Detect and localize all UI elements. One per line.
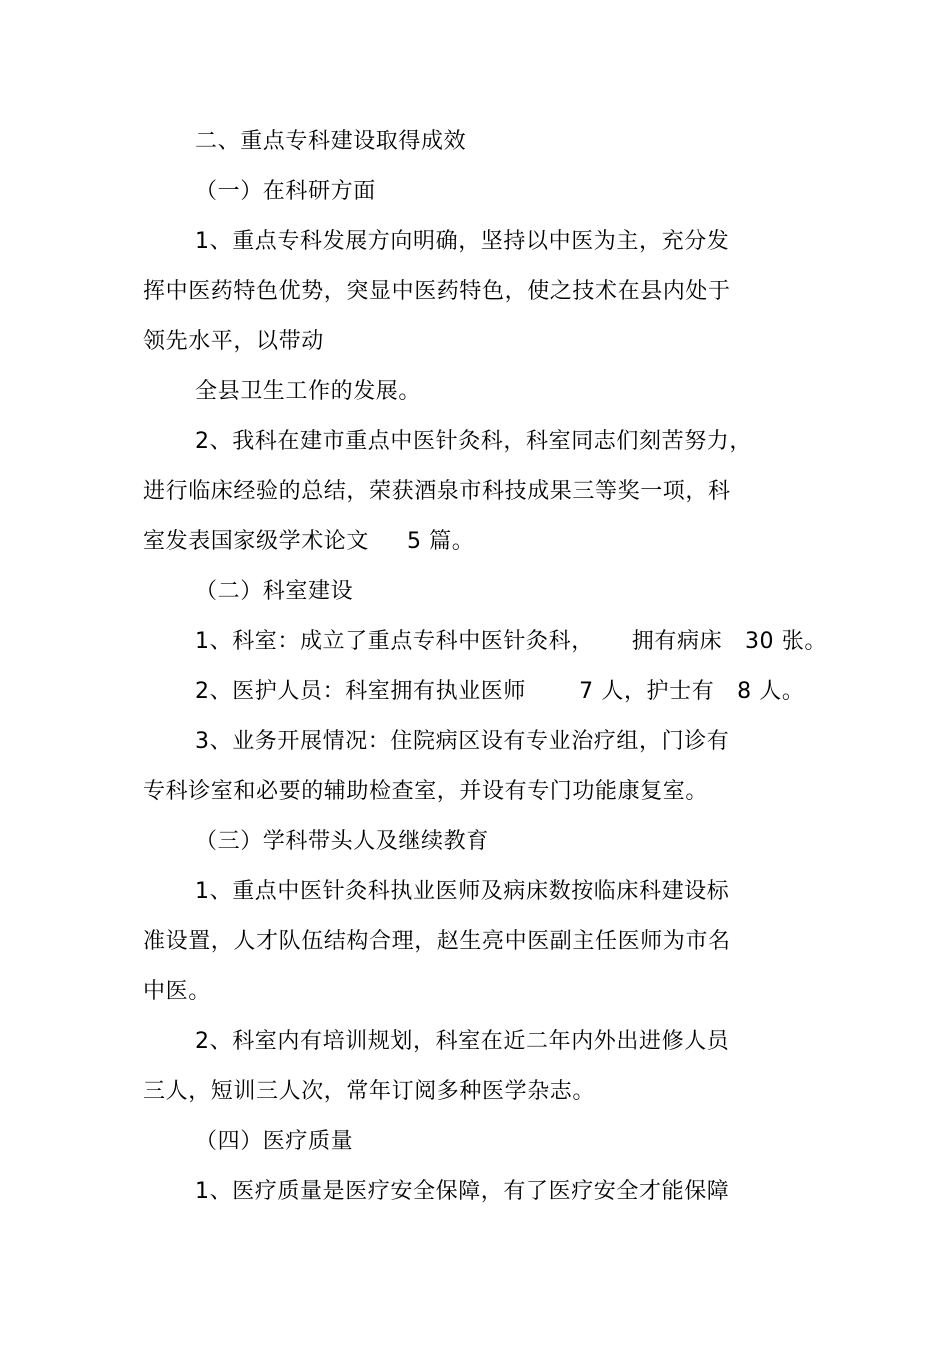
paragraph-line: 1、医疗质量是医疗安全保障，有了医疗安全才能保障 <box>195 1179 730 1204</box>
paragraph-line: 领先水平，以带动 <box>143 329 324 354</box>
paragraph-line: 2、我科在建市重点中医针灸科，科室同志们刻苦努力， <box>195 429 752 454</box>
section-heading: 二、重点专科建设取得成效 <box>195 129 467 154</box>
paragraph-line: 全县卫生工作的发展。 <box>195 379 422 404</box>
paragraph-line: 准设置，人才队伍结构合理，赵生亮中医副主任医师为市名 <box>143 929 731 954</box>
paragraph-line: 1、科室：成立了重点专科中医针灸科， 拥有病床 30 张。 <box>195 629 827 654</box>
subsection-heading: （一）在科研方面 <box>195 179 376 204</box>
subsection-heading: （二）科室建设 <box>195 579 354 604</box>
paragraph-line: 2、医护人员：科室拥有执业医师 7 人，护士有 8 人。 <box>195 679 805 704</box>
paragraph-line: 2、科室内有培训规划，科室在近二年内外出进修人员 <box>195 1029 730 1054</box>
paragraph-line: 挥中医药特色优势，突显中医药特色，使之技术在县内处于 <box>143 279 731 304</box>
paragraph-line: 3、业务开展情况：住院病区设有专业治疗组，门诊有 <box>195 729 730 754</box>
paragraph-line: 1、重点专科发展方向明确，坚持以中医为主，充分发 <box>195 229 730 254</box>
paragraph-line: 室发表国家级学术论文 5 篇。 <box>143 529 475 554</box>
subsection-heading: （四）医疗质量 <box>195 1129 354 1154</box>
paragraph-line: 进行临床经验的总结，荣获酒泉市科技成果三等奖一项，科 <box>143 479 731 504</box>
paragraph-line: 中医。 <box>143 979 211 1004</box>
paragraph-line: 1、重点中医针灸科执业医师及病床数按临床科建设标 <box>195 879 730 904</box>
subsection-heading: （三）学科带头人及继续教育 <box>195 829 489 854</box>
paragraph-line: 三人，短训三人次，常年订阅多种医学杂志。 <box>143 1079 596 1104</box>
paragraph-line: 专科诊室和必要的辅助检查室，并设有专门功能康复室。 <box>143 779 709 804</box>
